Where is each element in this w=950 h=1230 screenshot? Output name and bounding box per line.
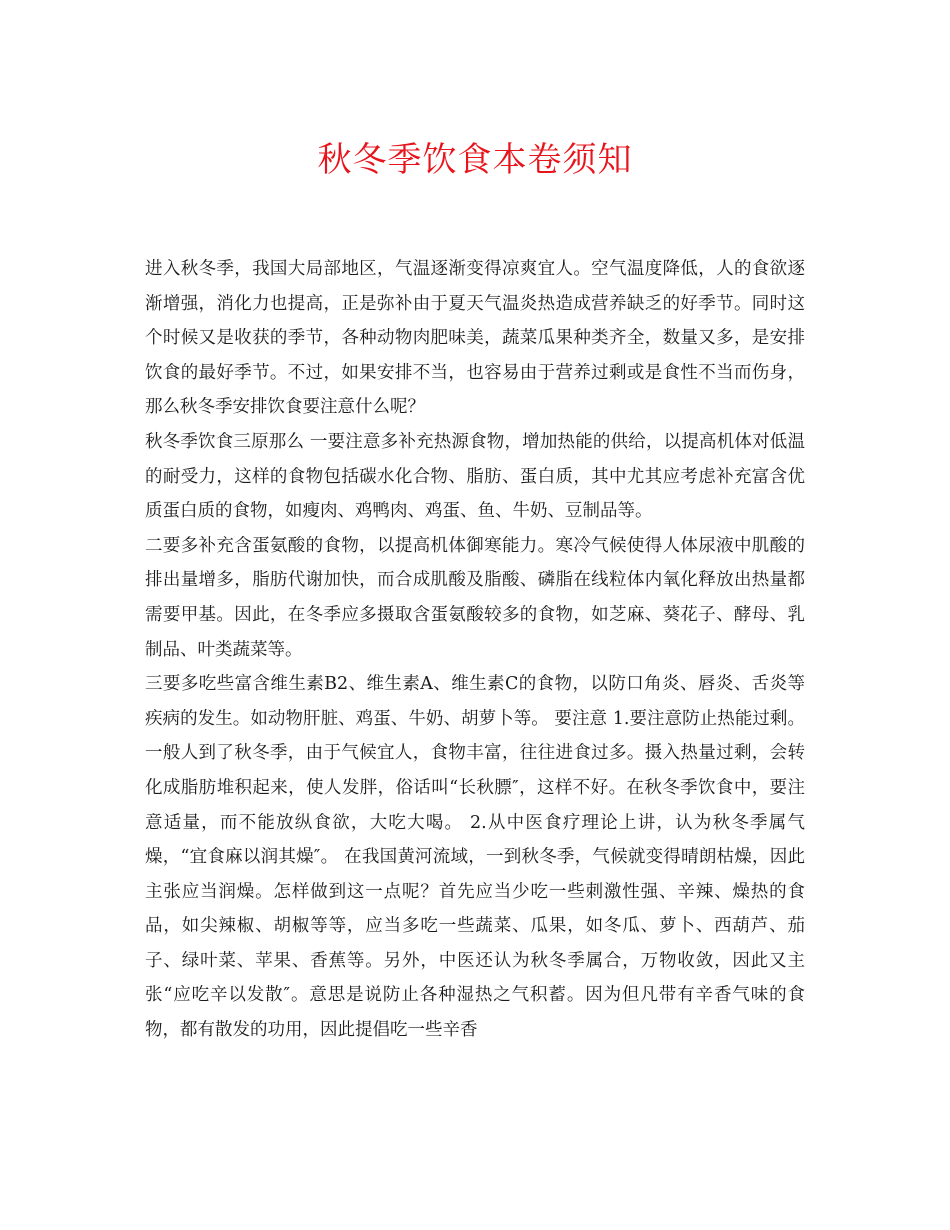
paragraph-principle-two: 二要多补充含蛋氨酸的食物，以提高机体御寒能力。寒冷气候使得人体尿液中肌酸的排出量增多，脂肪代谢加快，而合成肌酸及脂酸、磷脂在线粒体内氧化释放出热量都需要甲基。因此，在冬季应多摄取含蛋氨酸较多的食物，如芝麻、葵花子、酵母、乳制品、叶类蔬菜等。 bbox=[145, 535, 805, 660]
document-title: 秋冬季饮食本卷须知 bbox=[317, 140, 633, 180]
document-body bbox=[145, 252, 805, 1048]
paragraph-principle-three: 三要多吃些富含维生素B2、维生素A、维生素C的食物，以防口角炎、唇炎、舌炎等疾病的发生。如动物肝脏、鸡蛋、牛奶、胡萝卜等。 要注意 1.要注意防止热能过剩。 一般人到了秋冬季，由于气候宜人，食物丰富，往往进食过多。摄入热量过剩，会转化成脂肪堆积起来，使人发胖，俗话叫“长秋膘″，这样不好。在秋冬季饮食中，要注意适量，而不能放纵食欲，大吃大喝。 2.从中医食疗理论上讲，认为秋冬季属气燥，“宜食麻以润其燥″。 在我国黄河流域，一到秋冬季，气候就变得晴朗枯燥，因此主张应当润燥。怎样做到这一点呢？首先应当少吃一些刺激性强、辛辣、燥热的食品，如尖辣椒、胡椒等等，应当多吃一些蔬菜、瓜果，如冬瓜、萝卜、西葫芦、茄子、绿叶菜、苹果、香蕉等。另外，中医还认为秋冬季属合，万物收敛，因此又主张“应吃辛以发散″。意思是说防止各种湿热之气积蓄。因为但凡带有辛香气味的食物，都有散发的功用，因此提倡吃一些辛香 bbox=[145, 674, 805, 1041]
paragraph-intro: 进入秋冬季，我国大局部地区，气温逐渐变得凉爽宜人。空气温度降低，人的食欲逐渐增强，消化力也提高，正是弥补由于夏天气温炎热造成营养缺乏的好季节。同时这个时候又是收获的季节，各种动物肉肥味美，蔬菜瓜果种类齐全，数量又多，是安排饮食的最好季节。不过，如果安排不当，也容易由于营养过剩或是食性不当而伤身，那么秋冬季安排饮食要注意什么呢？ bbox=[145, 259, 805, 418]
paragraph-principle-one: 秋冬季饮食三原那么 一要注意多补充热源食物，增加热能的供给，以提高机体对低温的耐受力，这样的食物包括碳水化合物、脂肪、蛋白质，其中尤其应考虑补充富含优质蛋白质的食物，如瘦肉、鸡鸭肉、鸡蛋、鱼、牛奶、豆制品等。 bbox=[145, 431, 805, 522]
